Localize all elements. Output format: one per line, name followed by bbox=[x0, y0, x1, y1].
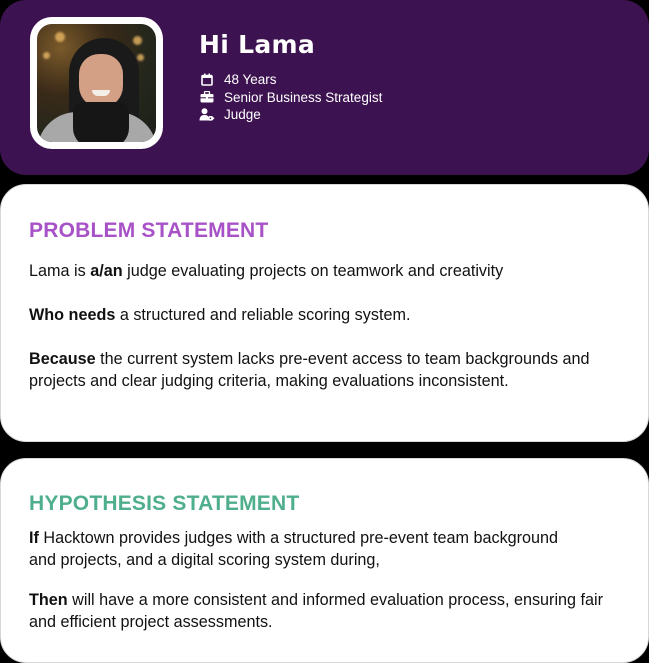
problem-statement-card bbox=[0, 184, 649, 442]
age-text: 48 Years bbox=[224, 72, 277, 88]
briefcase-icon bbox=[199, 90, 215, 104]
user-tag-icon bbox=[199, 108, 215, 122]
hypothesis-if-line: If Hacktown provides judges with a structured pre-event team background and projects, and a digital scoring system during, bbox=[29, 529, 559, 569]
calendar-icon bbox=[199, 73, 215, 87]
greeting-title: Hi Lama bbox=[199, 30, 316, 59]
problem-needs-line: Who needs a structured and reliable scoring system. bbox=[29, 306, 411, 324]
problem-persona-line: Lama is a/an judge evaluating projects on teamwork and creativity bbox=[29, 262, 504, 280]
avatar bbox=[30, 17, 163, 149]
profile-photo bbox=[37, 24, 156, 142]
hypothesis-statement-title: HYPOTHESIS STATEMENT bbox=[29, 492, 300, 515]
hypothesis-then-line: Then will have a more consistent and informed evaluation process, ensuring fair and efficient project assessments. bbox=[29, 591, 604, 631]
profile-details bbox=[199, 71, 382, 124]
job-text: Senior Business Strategist bbox=[224, 89, 383, 105]
profile-header bbox=[0, 0, 649, 175]
detail-role bbox=[199, 106, 382, 124]
detail-age bbox=[199, 71, 382, 89]
role-text: Judge bbox=[224, 107, 261, 123]
problem-because-line: Because the current system lacks pre-event access to team backgrounds and projects and clear judging criteria, making evaluations inconsistent. bbox=[29, 350, 590, 390]
hypothesis-statement-card bbox=[0, 458, 649, 663]
problem-statement-title: PROBLEM STATEMENT bbox=[29, 219, 269, 242]
detail-job bbox=[199, 89, 382, 107]
